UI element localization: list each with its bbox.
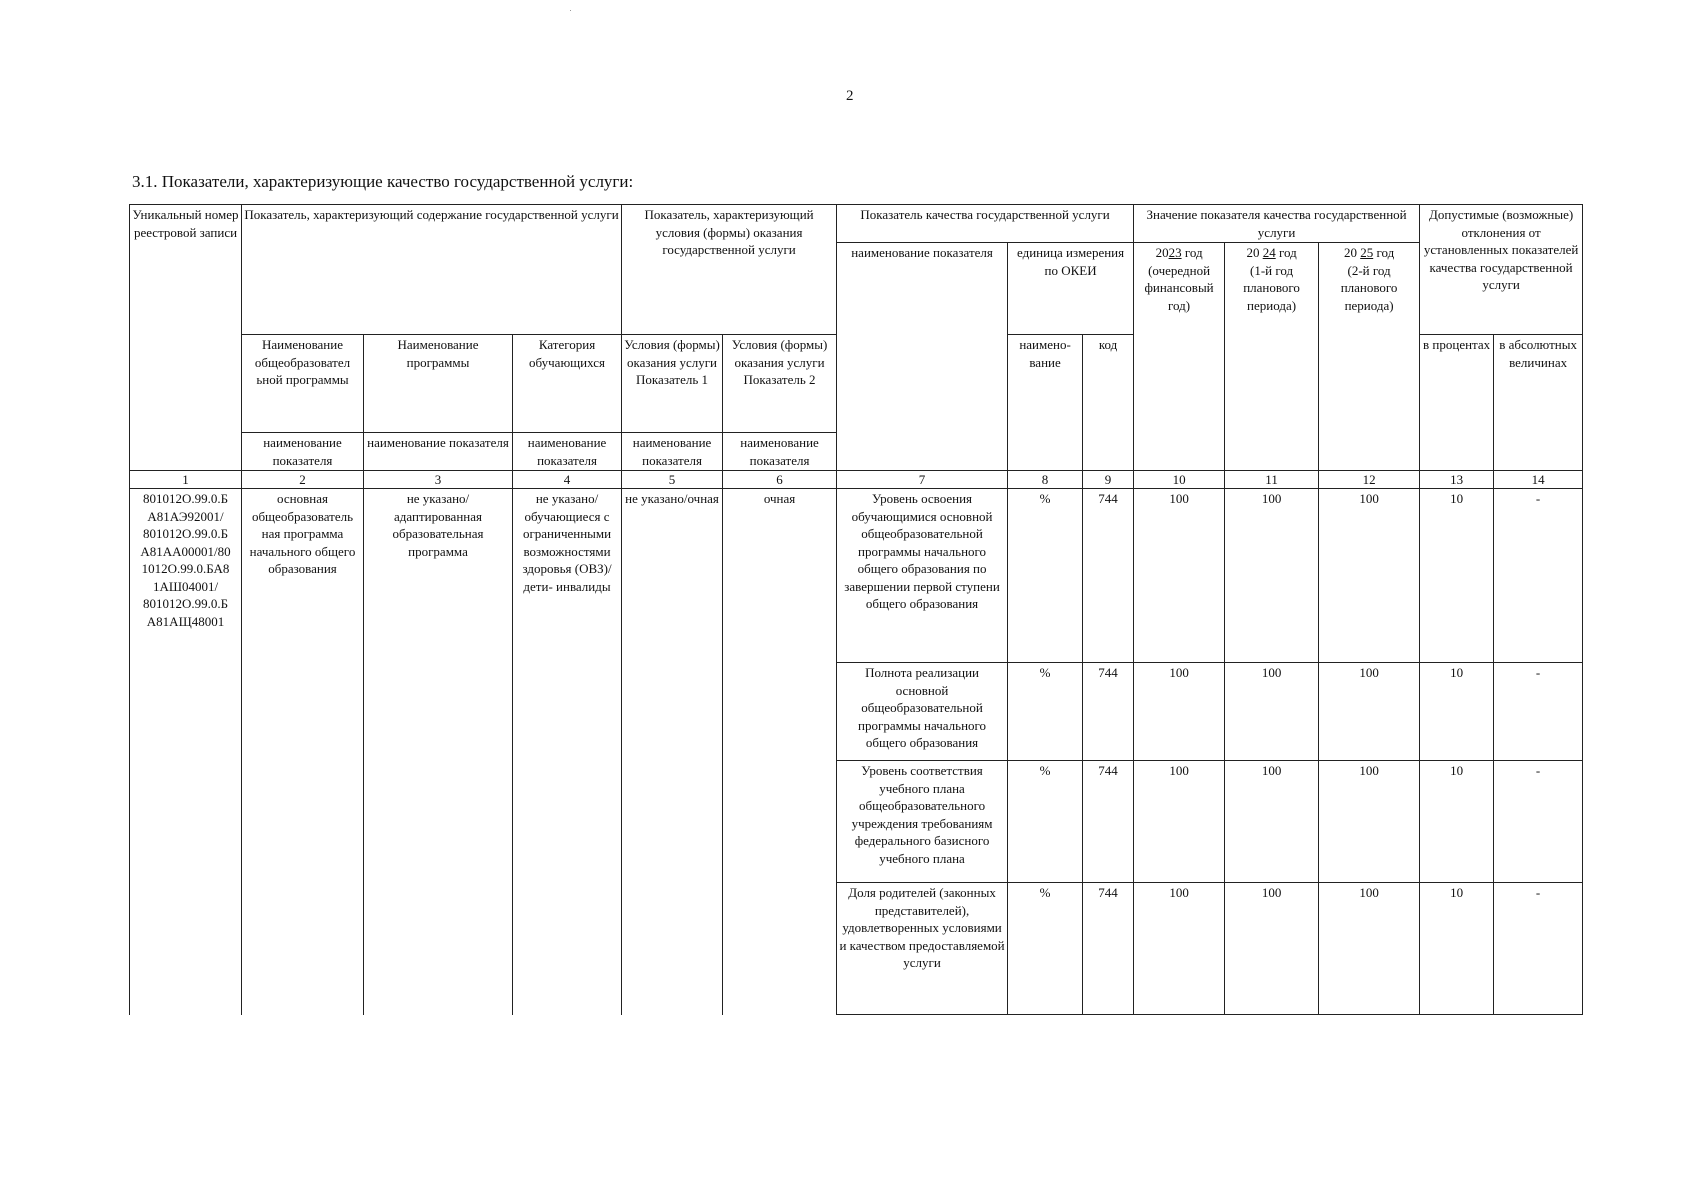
value-2023-cell: 100 — [1134, 663, 1225, 761]
deviation-header: Допустимые (возможные) отклонения от установленных показателей качества государственной услуги — [1420, 205, 1583, 335]
year-2025-header — [1319, 243, 1420, 471]
program2-cell: не указано/ адаптированная образовательная программа — [364, 489, 513, 1015]
column-number: 2 — [242, 471, 364, 489]
indicator-name-label-3: наименование показателя — [364, 433, 513, 471]
value-2024-cell: 100 — [1225, 489, 1319, 663]
condition2-subheader: Условия (формы) оказания услуги Показатель 2 — [723, 335, 837, 433]
condition1-cell: не указано/очная — [622, 489, 723, 1015]
value-2023-cell: 100 — [1134, 761, 1225, 883]
in-absolute-header: в абсолютных величинах — [1494, 335, 1583, 471]
year-2025-value: 25 — [1360, 245, 1374, 260]
code-cell: 744 — [1083, 663, 1134, 761]
program-subheader: Наименование общеобразовател ьной программы — [242, 335, 364, 433]
year-2023-value: 23 — [1168, 245, 1182, 260]
unit-cell: % — [1008, 489, 1083, 663]
value-2025-cell: 100 — [1319, 663, 1420, 761]
value-2023-cell: 100 — [1134, 489, 1225, 663]
value-2023-cell: 100 — [1134, 883, 1225, 1015]
value-2025-cell: 100 — [1319, 761, 1420, 883]
program-cell: основная общеобразователь ная программа начального общего образования — [242, 489, 364, 1015]
column-number: 9 — [1083, 471, 1134, 489]
condition1-subheader: Условия (формы) оказания услуги Показатель 1 — [622, 335, 723, 433]
program2-subheader: Наименование программы — [364, 335, 513, 433]
deviation-percent-cell: 10 — [1420, 761, 1494, 883]
code-cell: 744 — [1083, 489, 1134, 663]
deviation-percent-cell: 10 — [1420, 489, 1494, 663]
conditions-indicator-header: Показатель, характеризующий условия (формы) оказания государственной услуги — [622, 205, 837, 335]
year-2023-header — [1134, 243, 1225, 471]
year-2024-prefix: 20 — [1246, 245, 1260, 260]
column-number: 14 — [1494, 471, 1583, 489]
indicator-name-cell: Доля родителей (законных представителей), удовлетворенных условиями и качеством предоставляемой услуги — [837, 883, 1008, 1015]
deviation-percent-cell: 10 — [1420, 663, 1494, 761]
unit-cell: % — [1008, 883, 1083, 1015]
year-2025-prefix: 20 — [1343, 245, 1357, 260]
code-cell: 744 — [1083, 883, 1134, 1015]
column-number: 12 — [1319, 471, 1420, 489]
year-2025-note: (2-й год планового периода) — [1340, 262, 1398, 313]
year-2024-value: 24 — [1262, 245, 1276, 260]
indicator-name-label-4: наименование показателя — [513, 433, 622, 471]
column-number: 11 — [1225, 471, 1319, 489]
condition2-cell: очная — [723, 489, 837, 1015]
registry-number-cell: 801012О.99.0.Б А81АЭ92001/ 801012О.99.0.Б А81АА00001/80 1012О.99.0.БА8 1АШ04001/ 801012О.99.0.Б А81АЩ48001 — [130, 489, 242, 1015]
column-number: 3 — [364, 471, 513, 489]
unit-cell: % — [1008, 663, 1083, 761]
quality-indicators-table — [129, 204, 1583, 1015]
category-subheader: Категория обучающихся — [513, 335, 622, 433]
category-cell: не указано/ обучающиеся с ограниченными возможностями здоровья (ОВЗ)/дети- инвалиды — [513, 489, 622, 1015]
value-2024-cell: 100 — [1225, 883, 1319, 1015]
deviation-absolute-cell: - — [1494, 663, 1583, 761]
year-2025-suffix: год — [1376, 245, 1395, 260]
table-row — [130, 489, 1583, 663]
deviation-absolute-cell: - — [1494, 883, 1583, 1015]
column-numbers-row — [130, 471, 1583, 489]
value-indicator-header: Значение показателя качества государственной услуги — [1134, 205, 1420, 243]
column-number: 1 — [130, 471, 242, 489]
code-cell: 744 — [1083, 761, 1134, 883]
indicator-name-label-2: наименование показателя — [242, 433, 364, 471]
content-indicator-header: Показатель, характеризующий содержание государственной услуги — [242, 205, 622, 335]
column-number: 8 — [1008, 471, 1083, 489]
scan-speck — [570, 10, 571, 11]
value-2024-cell: 100 — [1225, 761, 1319, 883]
indicator-name-label-5: наименование показателя — [622, 433, 723, 471]
deviation-absolute-cell: - — [1494, 761, 1583, 883]
registry-number-header: Уникальный номер реестровой записи — [130, 205, 242, 471]
value-2025-cell: 100 — [1319, 489, 1420, 663]
unit-code-header: код — [1083, 335, 1134, 471]
indicator-name-cell: Полнота реализации основной общеобразовательной программы начального общего образования — [837, 663, 1008, 761]
unit-cell: % — [1008, 761, 1083, 883]
quality-indicator-header: Показатель качества государственной услуги — [837, 205, 1134, 243]
page-number: 2 — [846, 88, 854, 104]
column-number: 7 — [837, 471, 1008, 489]
column-number: 6 — [723, 471, 837, 489]
indicator-name-cell: Уровень освоения обучающимися основной общеобразовательной программы начального общего образования по завершении первой ступени общего образования — [837, 489, 1008, 663]
unit-okei-header: единица измерения по ОКЕИ — [1008, 243, 1134, 335]
in-percent-header: в процентах — [1420, 335, 1494, 471]
value-2024-cell: 100 — [1225, 663, 1319, 761]
indicator-name-header: наименование показателя — [837, 243, 1008, 471]
column-number: 4 — [513, 471, 622, 489]
indicator-name-cell: Уровень соответствия учебного плана общеобразовательного учреждения требованиям федерального базисного учебного плана — [837, 761, 1008, 883]
deviation-absolute-cell: - — [1494, 489, 1583, 663]
deviation-percent-cell: 10 — [1420, 883, 1494, 1015]
year-2023-suffix: год — [1184, 245, 1203, 260]
section-title: 3.1. Показатели, характеризующие качество государственной услуги: — [132, 172, 634, 191]
unit-name-header: наимено- вание — [1008, 335, 1083, 471]
column-number: 10 — [1134, 471, 1225, 489]
column-number: 5 — [622, 471, 723, 489]
value-2025-cell: 100 — [1319, 883, 1420, 1015]
column-number: 13 — [1420, 471, 1494, 489]
year-2023-note: (очередной финансовый год) — [1144, 262, 1214, 313]
year-2024-header — [1225, 243, 1319, 471]
indicator-name-label-6: наименование показателя — [723, 433, 837, 471]
year-2024-suffix: год — [1278, 245, 1297, 260]
year-2024-note: (1-й год планового периода) — [1243, 262, 1300, 313]
year-2023-prefix: 20 — [1155, 245, 1169, 260]
